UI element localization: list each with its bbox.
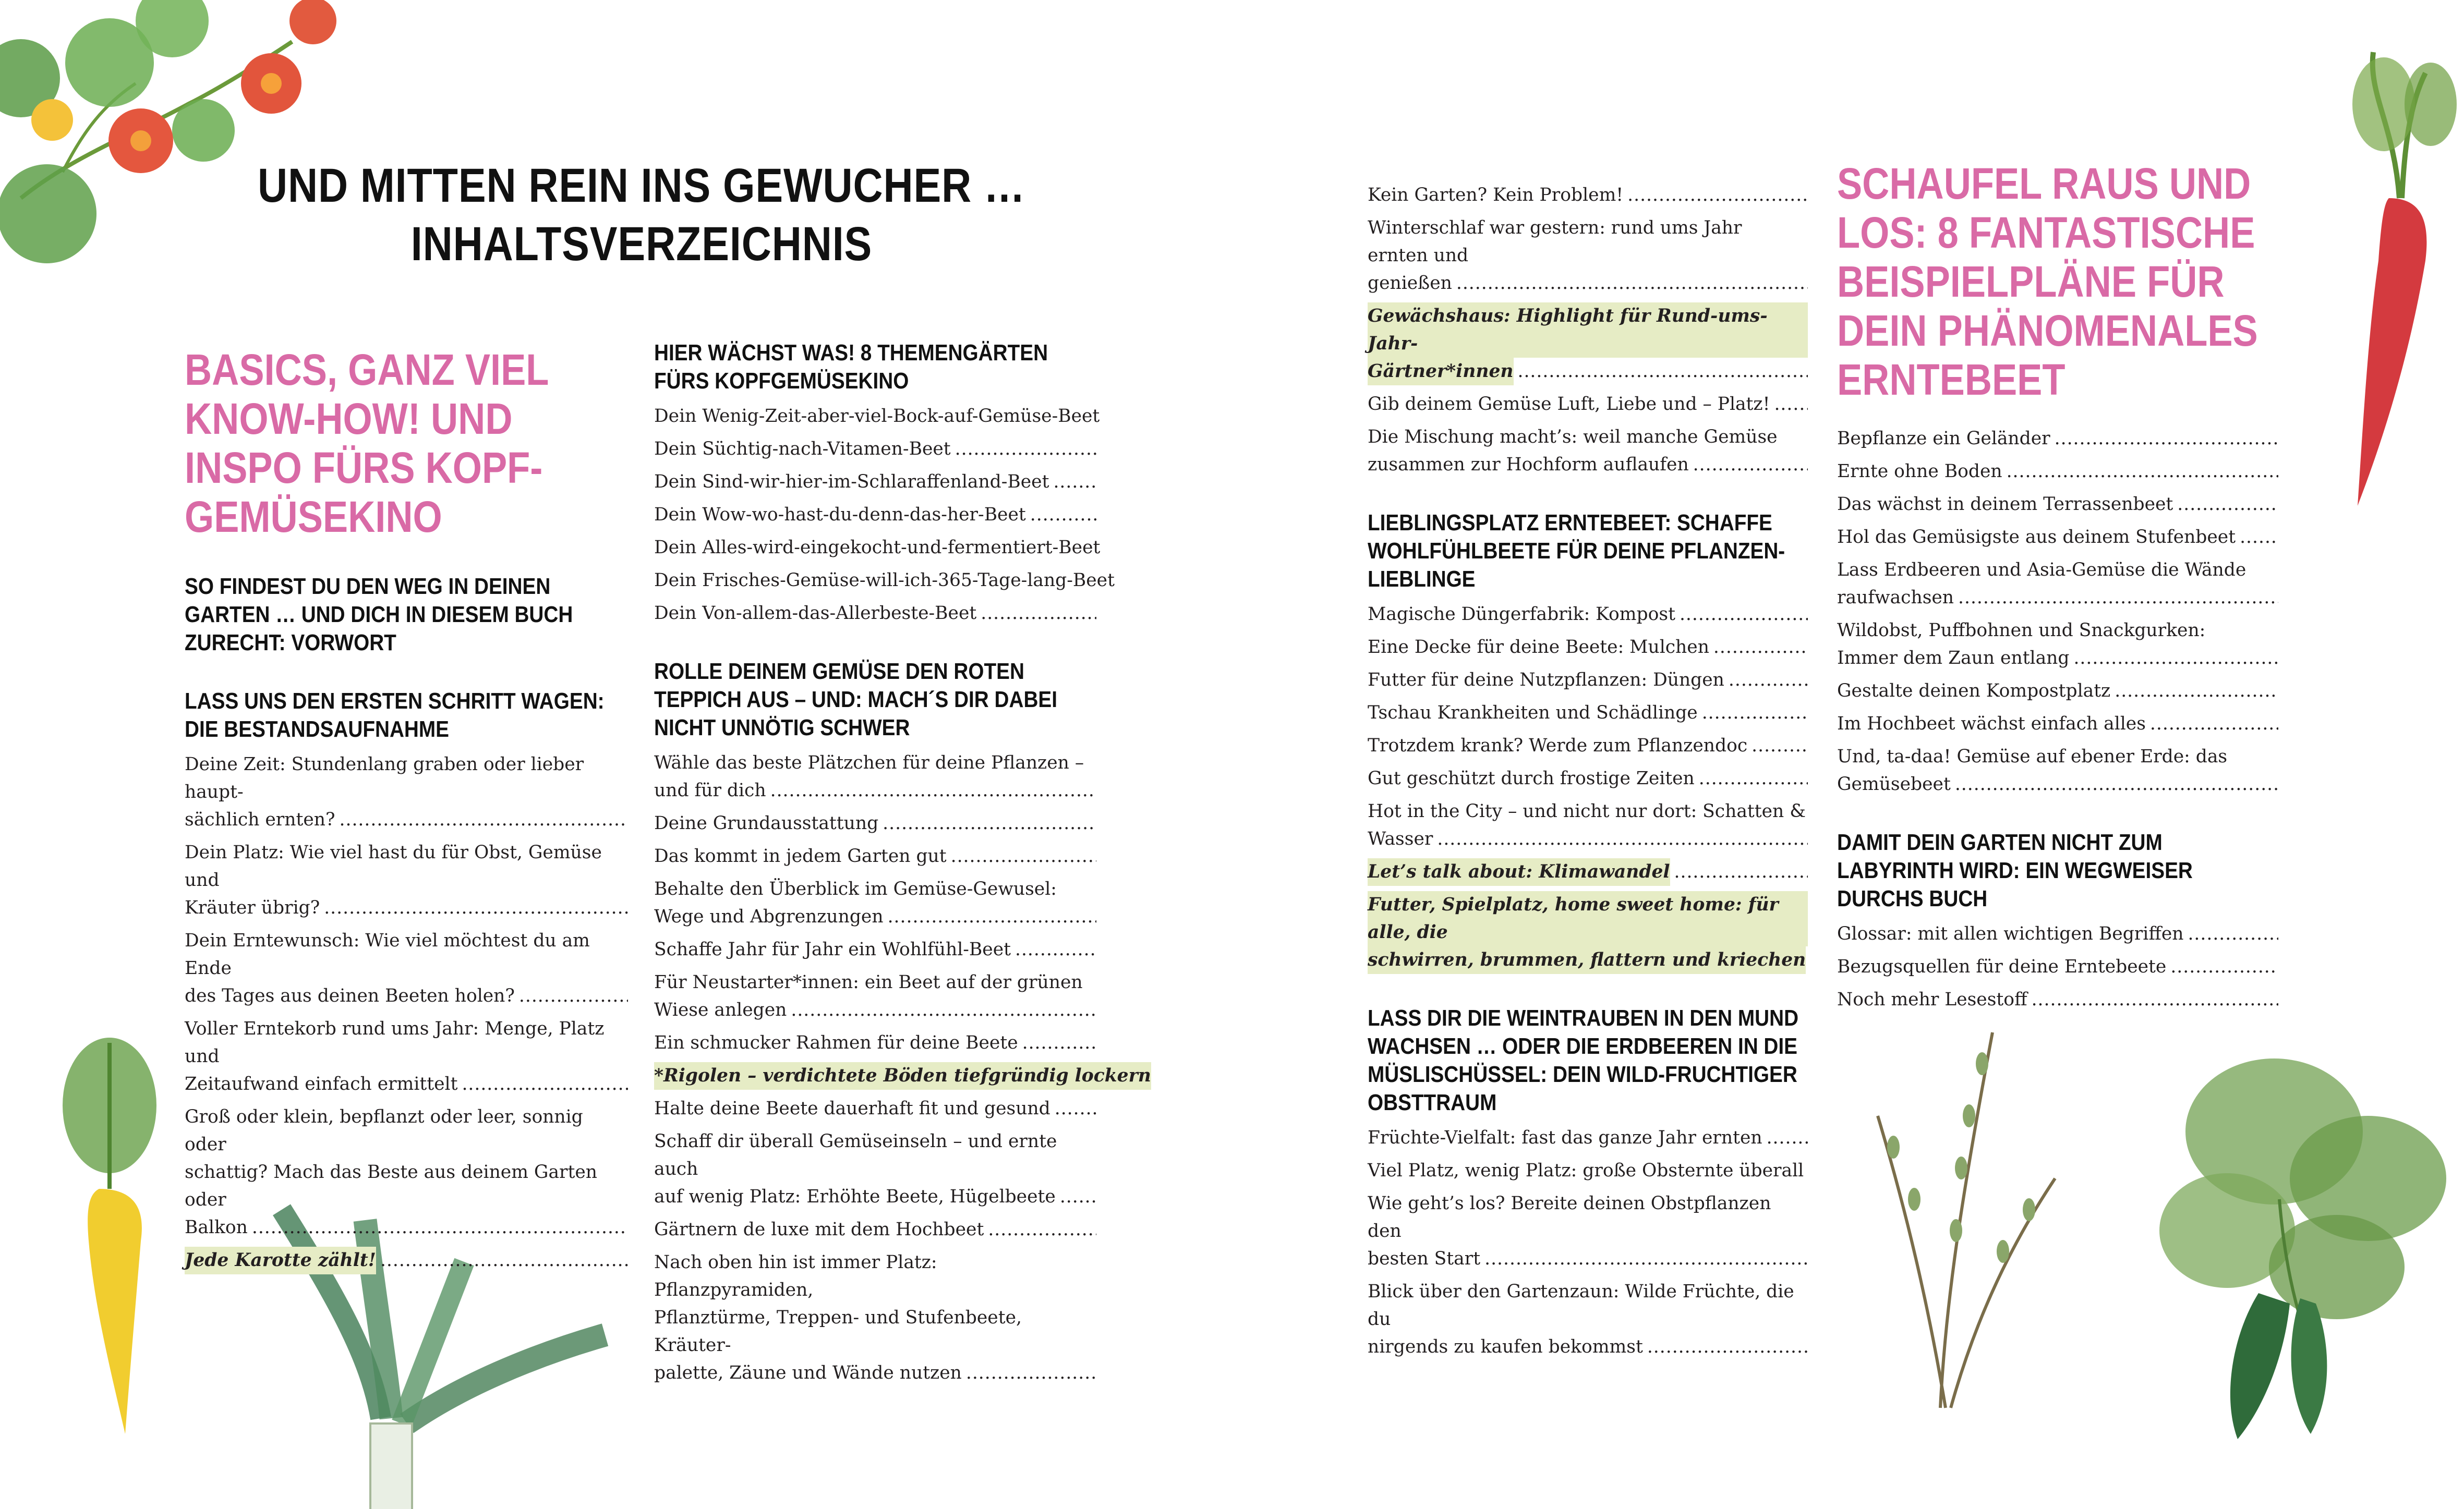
cucumber-plant-icon xyxy=(2149,1043,2462,1450)
toc-entry-text: Lass Erdbeeren und Asia-Gemüse die Wände xyxy=(1837,559,2246,580)
toc-entry-title: Zeitaufwand einfach ermittelt xyxy=(185,1074,458,1094)
section-heading[interactable]: LASS DIR DIE WEINTRAUBEN IN DEN MUND WACHSEN … ODER DIE ERDBEEREN IN DIE MÜSLISCHÜSSEL: DEIN WILD-FRUCHTIGER OBSTTRAUM xyxy=(1368,1005,1799,1115)
dot-leader xyxy=(2032,986,2278,1014)
dot-leader xyxy=(1674,858,1808,886)
page-title xyxy=(238,156,1045,273)
dot-leader xyxy=(1955,771,2278,798)
toc-entry[interactable] xyxy=(185,927,628,1010)
toc-entry-title: Magische Düngerfabrik: Kompost xyxy=(1368,604,1675,625)
dot-leader xyxy=(380,1247,628,1274)
toc-entry-title: Gestalte deinen Kompostplatz xyxy=(1837,680,2111,701)
toc-entry-text: Für Neustarter*innen: ein Beet auf der grünen xyxy=(654,972,1083,993)
dot-leader xyxy=(1518,358,1808,385)
toc-entry-title: auf wenig Platz: Erhöhte Beete, Hügelbeete xyxy=(654,1186,1056,1207)
toc-entry-text: Behalte den Überblick im Gemüse-Gewusel: xyxy=(654,879,1057,899)
toc-entry[interactable] xyxy=(1837,710,2278,738)
toc-entry-title: Glossar: mit allen wichtigen Begriffen xyxy=(1837,923,2184,944)
toc-entry[interactable] xyxy=(654,1128,1096,1211)
toc-entry-title: raufwachsen xyxy=(1837,587,1954,608)
toc-entry-title: Gärtnern de luxe mit dem Hochbeet xyxy=(654,1219,984,1240)
toc-entry[interactable] xyxy=(1368,765,1808,793)
page-title-line-2: INHALTSVERZEICHNIS xyxy=(410,217,873,271)
toc-entry-title: Jede Karotte zählt! xyxy=(185,1247,376,1274)
dot-leader xyxy=(955,435,1096,463)
toc-entry-text: Wie geht’s los? Bereite deinen Obstpflanzen den xyxy=(1368,1193,1771,1242)
toc-entry[interactable] xyxy=(1368,634,1808,661)
toc-entry-text: Futter, Spielplatz, home sweet home: für alle, die xyxy=(1368,891,1808,946)
dot-leader xyxy=(2073,644,2278,672)
dot-leader xyxy=(2188,920,2278,948)
toc-entry-title: Dein Wow-wo-hast-du-denn-das-her-Beet xyxy=(654,504,1026,525)
toc-column-2 xyxy=(654,339,1151,1417)
toc-entry[interactable] xyxy=(1368,601,1808,628)
toc-entry[interactable] xyxy=(1368,732,1808,760)
toc-entry[interactable] xyxy=(1837,677,2278,705)
toc-entry[interactable] xyxy=(1837,920,2278,948)
toc-entry-title: Trotzdem krank? Werde zum Pflanzendoc xyxy=(1368,735,1748,756)
toc-entry[interactable] xyxy=(654,534,1101,562)
toc-entry[interactable] xyxy=(1368,1278,1808,1361)
toc-column-1 xyxy=(185,345,628,1305)
toc-column-3 xyxy=(1368,181,1808,1391)
toc-entry-title: Gut geschützt durch frostige Zeiten xyxy=(1368,768,1695,789)
toc-entry-title: und für dich xyxy=(654,780,766,801)
toc-entry[interactable] xyxy=(185,1015,628,1098)
dot-leader xyxy=(1693,451,1808,479)
toc-entry[interactable] xyxy=(1837,458,2278,485)
toc-entry-title: Dein Alles-wird-eingekocht-und-fermentiert-Beet xyxy=(654,537,1101,558)
toc-entry[interactable] xyxy=(1837,953,2278,981)
toc-section-beispielplaene xyxy=(1837,425,2278,798)
toc-entry[interactable] xyxy=(654,936,1096,964)
toc-entry[interactable] xyxy=(654,501,1096,529)
toc-entry-title: Noch mehr Lesestoff xyxy=(1837,989,2027,1010)
dot-leader xyxy=(988,1216,1096,1244)
toc-entry-title: *Rigolen – verdichtete Böden tiefgründig lockern xyxy=(654,1062,1151,1090)
toc-entry-title: des Tages aus deinen Beeten holen? xyxy=(185,985,515,1006)
toc-entry-title: Let’s talk about: Klimawandel xyxy=(1368,858,1670,886)
dot-leader xyxy=(966,1359,1096,1387)
dot-leader xyxy=(1627,181,1808,209)
toc-entry-text: Groß oder klein, bepflanzt oder leer, sonnig oder schattig? Mach das Beste aus deinem Garten oder xyxy=(185,1106,598,1210)
dot-leader xyxy=(981,600,1096,627)
toc-entry[interactable] xyxy=(654,567,1115,594)
dot-leader xyxy=(1030,501,1096,529)
toc-entry[interactable] xyxy=(1368,666,1808,694)
dot-leader xyxy=(1752,732,1808,760)
dot-leader xyxy=(1713,634,1808,661)
toc-entry-title: palette, Zäune und Wände nutzen xyxy=(654,1362,962,1383)
dot-leader xyxy=(888,903,1096,931)
toc-entry-text: Gewächshaus: Highlight für Rund-ums-Jahr- xyxy=(1368,302,1808,358)
toc-entry-title: Ernte ohne Boden xyxy=(1837,461,2002,482)
thyme-icon xyxy=(1857,1022,2066,1418)
toc-entry[interactable] xyxy=(1368,423,1808,479)
dot-leader xyxy=(2007,458,2278,485)
section-heading[interactable]: ROLLE DEINEM GEMÜSE DEN ROTEN TEPPICH AUS – UND: MACH´S DIR DABEI NICHT UNNÖTIG SCHWER xyxy=(654,659,1058,740)
dot-leader xyxy=(1729,666,1808,694)
dot-leader xyxy=(1774,391,1808,418)
toc-entry-title: Gib deinem Gemüse Luft, Liebe und – Platz! xyxy=(1368,394,1770,415)
toc-entry[interactable] xyxy=(1368,1190,1808,1273)
toc-entry-title: zusammen zur Hochform auflaufen xyxy=(1368,454,1689,475)
toc-entry[interactable] xyxy=(185,751,628,834)
toc-entry-title: Dein Sind-wir-hier-im-Schlaraffenland-Beet xyxy=(654,471,1049,492)
toc-section-wegweiser xyxy=(1837,829,2278,1014)
toc-entry-text: Und, ta-daa! Gemüse auf ebener Erde: das xyxy=(1837,746,2228,767)
toc-entry-text: Blick über den Gartenzaun: Wilde Früchte, die du xyxy=(1368,1281,1794,1330)
section-heading[interactable]: SO FINDEST DU DEN WEG IN DEINEN GARTEN … UND DICH IN DIESEM BUCH ZURECHT: VORWORT xyxy=(185,574,573,655)
toc-entry-title: Eine Decke für deine Beete: Mulchen xyxy=(1368,637,1709,658)
toc-entry[interactable] xyxy=(1837,986,2278,1014)
toc-entry-text: Deine Zeit: Stundenlang graben oder lieber haupt- xyxy=(185,754,584,802)
toc-entry[interactable] xyxy=(1368,391,1808,418)
toc-entry[interactable] xyxy=(654,1095,1096,1123)
toc-entry[interactable] xyxy=(1368,798,1808,853)
toc-entry[interactable] xyxy=(1837,743,2278,798)
dot-leader xyxy=(883,810,1096,837)
toc-entry[interactable] xyxy=(654,1029,1096,1057)
toc-entry[interactable] xyxy=(654,843,1096,870)
toc-entry[interactable] xyxy=(654,1249,1096,1387)
dot-leader xyxy=(1055,1095,1096,1123)
dot-leader xyxy=(2170,953,2278,981)
toc-entry-title: Hol das Gemüsigste aus deinem Stufenbeet xyxy=(1837,527,2236,547)
toc-entry-title: Viel Platz, wenig Platz: große Obsternte überall xyxy=(1368,1160,1804,1181)
dot-leader xyxy=(340,806,628,834)
part-heading-basics: BASICS, GANZ VIEL KNOW-HOW! UND INSPO FÜRS KOPF-GEMÜSEKINO xyxy=(185,345,549,541)
dot-leader xyxy=(2177,491,2278,518)
toc-entry[interactable] xyxy=(1368,1157,1808,1185)
dot-leader xyxy=(1456,270,1808,297)
dot-leader xyxy=(1699,765,1808,793)
dot-leader xyxy=(1022,1029,1096,1057)
dot-leader xyxy=(462,1070,628,1098)
toc-entry[interactable] xyxy=(654,875,1096,931)
toc-entry-title: nirgends zu kaufen bekommst xyxy=(1368,1336,1643,1357)
dot-leader xyxy=(770,777,1096,805)
toc-entry-title: Deine Grundausstattung xyxy=(654,813,879,834)
toc-entry-title: Wege und Abgrenzungen xyxy=(654,906,884,927)
dot-leader xyxy=(1060,1183,1096,1211)
dot-leader xyxy=(1702,699,1808,727)
toc-entry-title: Balkon xyxy=(185,1217,248,1238)
toc-entry[interactable] xyxy=(185,1103,628,1242)
section-heading[interactable]: DAMIT DEIN GARTEN NICHT ZUM LABYRINTH WIRD: EIN WEGWEISER DURCHS BUCH xyxy=(1837,830,2193,911)
toc-entry-title: Bepflanze ein Geländer xyxy=(1837,428,2050,449)
toc-entry-title: Dein Von-allem-das-Allerbeste-Beet xyxy=(654,603,977,624)
dot-leader xyxy=(2115,677,2278,705)
dot-leader xyxy=(324,894,628,922)
dot-leader xyxy=(1015,936,1096,964)
toc-entry-title: Wiese anlegen xyxy=(654,1000,787,1020)
dot-leader xyxy=(2240,524,2278,551)
dot-leader xyxy=(791,996,1096,1024)
toc-entry[interactable] xyxy=(654,749,1096,805)
part-heading-beispielplaene: SCHAUFEL RAUS UND LOS: 8 FANTASTISCHE BEISPIELPLÄNE FÜR DEIN PHÄNOMENALES ERNTEBEET xyxy=(1837,159,2258,404)
toc-entry[interactable] xyxy=(654,1062,1151,1090)
toc-entry-title: genießen xyxy=(1368,273,1452,294)
toc-entry[interactable] xyxy=(1368,214,1808,297)
carrot-yellow-icon xyxy=(52,1032,188,1439)
dot-leader xyxy=(1437,825,1808,853)
toc-entry-title: Wasser xyxy=(1368,829,1433,849)
toc-column-4 xyxy=(1837,159,2278,1044)
toc-entry-title: Bezugsquellen für deine Erntebeete xyxy=(1837,956,2167,977)
toc-entry-text: Nach oben hin ist immer Platz: Pflanzpyramiden, Pflanztürme, Treppen- und Stufenbeete, Kräuter- xyxy=(654,1252,1022,1356)
toc-entry-title: Dein Wenig-Zeit-aber-viel-Bock-auf-Gemüse-Beet xyxy=(654,406,1100,427)
toc-section-themengaerten xyxy=(654,339,1115,627)
toc-entry[interactable] xyxy=(1837,524,2278,551)
toc-entry[interactable] xyxy=(654,810,1096,837)
toc-section-continued xyxy=(1368,181,1808,479)
toc-entry[interactable] xyxy=(654,435,1096,463)
toc-entry-text: Schaff dir überall Gemüseinseln – und ernte auch xyxy=(654,1131,1057,1179)
toc-entry-title: Das wächst in deinem Terrassenbeet xyxy=(1837,494,2173,515)
toc-entry-text: Wildobst, Puffbohnen und Snackgurken: xyxy=(1837,620,2206,641)
toc-entry[interactable] xyxy=(1368,699,1808,727)
toc-entry-title: sächlich ernten? xyxy=(185,809,335,830)
toc-entry[interactable] xyxy=(1368,302,1808,385)
toc-section-bestandsaufnahme xyxy=(185,687,628,1274)
toc-entry-text: Die Mischung macht’s: weil manche Gemüse xyxy=(1368,427,1778,447)
toc-entry[interactable] xyxy=(654,969,1096,1024)
toc-entry-text: Voller Erntekorb rund ums Jahr: Menge, Platz und xyxy=(185,1018,605,1067)
toc-entry[interactable] xyxy=(1837,491,2278,518)
toc-entry-title: Dein Frisches-Gemüse-will-ich-365-Tage-lang-Beet xyxy=(654,570,1115,591)
toc-entry[interactable] xyxy=(185,1247,628,1274)
toc-entry[interactable] xyxy=(654,600,1096,627)
toc-section-roter-teppich xyxy=(654,658,1151,1387)
dot-leader xyxy=(519,982,628,1010)
dot-leader xyxy=(2055,425,2278,453)
toc-entry[interactable] xyxy=(1837,425,2278,453)
dot-leader xyxy=(1484,1245,1808,1273)
toc-entry-title: Das kommt in jedem Garten gut xyxy=(654,846,947,867)
toc-entry-title: Tschau Krankheiten und Schädlinge xyxy=(1368,702,1698,723)
toc-entry-title: Gärtner*innen xyxy=(1368,358,1514,385)
toc-section-lieblingsplatz xyxy=(1368,509,1808,974)
dot-leader xyxy=(1647,1333,1808,1361)
toc-entry-text: Hot in the City – und nicht nur dort: Schatten & xyxy=(1368,801,1806,822)
toc-entry[interactable] xyxy=(1368,181,1808,209)
toc-entry-text: Dein Platz: Wie viel hast du für Obst, Gemüse und xyxy=(185,842,602,891)
toc-entry-title: Früchte-Vielfalt: fast das ganze Jahr ernten xyxy=(1368,1127,1762,1148)
toc-section-obsttraum xyxy=(1368,1004,1808,1361)
toc-entry-title: Halte deine Beete dauerhaft fit und gesund xyxy=(654,1098,1050,1119)
toc-entry-title: Schaffe Jahr für Jahr ein Wohlfühl-Beet xyxy=(654,939,1011,960)
dot-leader xyxy=(252,1214,628,1242)
dot-leader xyxy=(1958,584,2278,612)
toc-entry[interactable] xyxy=(1368,1124,1808,1152)
toc-entry-title: Immer dem Zaun entlang xyxy=(1837,648,2070,668)
toc-entry[interactable] xyxy=(1368,858,1808,886)
toc-entry-text: Winterschlaf war gestern: rund ums Jahr ernten und xyxy=(1368,217,1742,266)
page-title-line-1: UND MITTEN REIN INS GEWUCHER … xyxy=(258,159,1025,212)
section-heading[interactable]: LASS UNS DEN ERSTEN SCHRITT WAGEN: DIE BESTANDSAUFNAHME xyxy=(185,688,605,742)
toc-entry-title: Futter für deine Nutzpflanzen: Düngen xyxy=(1368,670,1724,690)
section-heading[interactable]: LIEBLINGSPLATZ ERNTEBEET: SCHAFFE WOHLFÜHLBEETE FÜR DEINE PFLANZEN-LIEBLINGE xyxy=(1368,510,1785,592)
dot-leader xyxy=(1053,468,1096,496)
dot-leader xyxy=(1767,1124,1808,1152)
toc-entry[interactable] xyxy=(654,403,1100,430)
toc-entry-title: Gemüsebeet xyxy=(1837,774,1951,795)
dot-leader xyxy=(1680,601,1808,628)
toc-section-vorwort xyxy=(185,573,628,657)
toc-entry-title: besten Start xyxy=(1368,1248,1481,1269)
section-heading[interactable]: HIER WÄCHST WAS! 8 THEMENGÄRTEN FÜRS KOPFGEMÜSEKINO xyxy=(654,340,1048,394)
toc-entry-title: Ein schmucker Rahmen für deine Beete xyxy=(654,1032,1018,1053)
toc-entry-title: Kräuter übrig? xyxy=(185,897,320,918)
toc-entry[interactable] xyxy=(1368,891,1808,974)
toc-entry-title: Kein Garten? Kein Problem! xyxy=(1368,185,1624,205)
toc-entry-text: Dein Erntewunsch: Wie viel möchtest du am Ende xyxy=(185,930,590,979)
dot-leader xyxy=(951,843,1096,870)
carrot-red-icon xyxy=(2305,42,2462,511)
toc-entry[interactable] xyxy=(654,1216,1096,1244)
toc-entry[interactable] xyxy=(1837,556,2278,612)
toc-entry[interactable] xyxy=(654,468,1096,496)
toc-entry[interactable] xyxy=(1837,617,2278,672)
dot-leader xyxy=(2150,710,2278,738)
toc-entry-text: Wähle das beste Plätzchen für deine Pflanzen – xyxy=(654,752,1084,773)
toc-entry-title: Dein Süchtig-nach-Vitamen-Beet xyxy=(654,439,951,459)
toc-entry-title: schwirren, brummen, flattern und kriechen xyxy=(1368,946,1806,974)
toc-entry-title: Im Hochbeet wächst einfach alles xyxy=(1837,713,2146,734)
toc-entry[interactable] xyxy=(185,839,628,922)
